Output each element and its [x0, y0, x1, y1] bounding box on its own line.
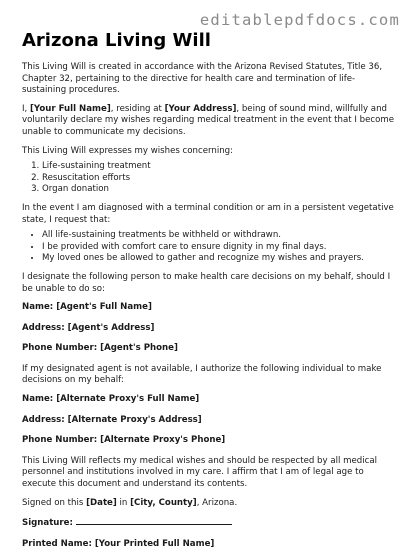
concerning-item: 2. Resuscitation efforts	[42, 173, 394, 185]
document-body	[22, 30, 394, 557]
agent-intro: I designate the following person to make health care decisions on my behalf, should I be unable to do so:	[22, 271, 391, 294]
terminal-item: • My loved ones be allowed to gather and recognize my wishes and prayers.	[42, 253, 394, 265]
agent-address-field: Address: [Agent's Address]	[22, 322, 155, 333]
signed-line	[22, 498, 394, 510]
intro-paragraph: This Living Will is created in accordance with the Arizona Revised Statutes, Title 36, Chapter 32, pertaining to the directive for health care and termination of life-sustaining procedures.	[22, 62, 383, 96]
declarant-name-field: [Your Full Name]	[30, 103, 111, 114]
signature-line[interactable]	[76, 516, 232, 525]
declaration-prefix: I,	[22, 103, 30, 114]
printed-name-field: Printed Name: [Your Printed Full Name]	[22, 538, 215, 549]
terminal-list	[22, 230, 394, 265]
alternate-address-field: Address: [Alternate Proxy's Address]	[22, 414, 202, 425]
signature-label: Signature:	[22, 518, 73, 529]
declarant-address-field: [Your Address]	[164, 103, 237, 114]
declaration-paragraph	[22, 104, 394, 139]
document-title: Arizona Living Will	[22, 30, 211, 51]
signature-row	[22, 516, 394, 530]
declaration-suffix: , being of sound mind, willfully and voluntarily declare my wishes regarding medical treatment in the event that I become unable to communicate my decisions.	[22, 103, 395, 137]
signed-place-field: [City, County]	[130, 497, 197, 508]
closing-paragraph: This Living Will reflects my medical wishes and should be respected by all medical personnel and institutions involved in my care. I affirm that I am of legal age to execute this document and understand its contents.	[22, 455, 377, 490]
concerning-list	[22, 161, 394, 196]
alternate-name-field: Name: [Alternate Proxy's Full Name]	[22, 394, 200, 405]
terminal-intro: In the event I am diagnosed with a terminal condition or am in a persistent vegetative state, I request that:	[22, 202, 394, 225]
alternate-intro: If my designated agent is not available, I authorize the following individual to make decisions on my behalf:	[22, 363, 382, 386]
terminal-item: • All life-sustaining treatments be withheld or withdrawn.	[42, 230, 394, 242]
watermark: editablepdfdocs.com	[199, 11, 400, 29]
agent-name-field: Name: [Agent's Full Name]	[22, 302, 152, 313]
agent-phone-field: Phone Number: [Agent's Phone]	[22, 343, 178, 354]
signed-suffix: , Arizona.	[196, 497, 238, 508]
signed-date-field: [Date]	[86, 497, 117, 508]
signed-prefix: Signed on this	[22, 497, 87, 508]
concerning-intro: This Living Will expresses my wishes concerning:	[22, 145, 234, 156]
terminal-item: • I be provided with comfort care to ensure dignity in my final days.	[42, 242, 394, 254]
concerning-item: 1. Life-sustaining treatment	[42, 161, 394, 173]
concerning-item: 3. Organ donation	[42, 184, 394, 196]
signed-mid: in	[116, 497, 131, 508]
alternate-phone-field: Phone Number: [Alternate Proxy's Phone]	[22, 435, 226, 446]
declaration-mid: , residing at	[110, 103, 165, 114]
